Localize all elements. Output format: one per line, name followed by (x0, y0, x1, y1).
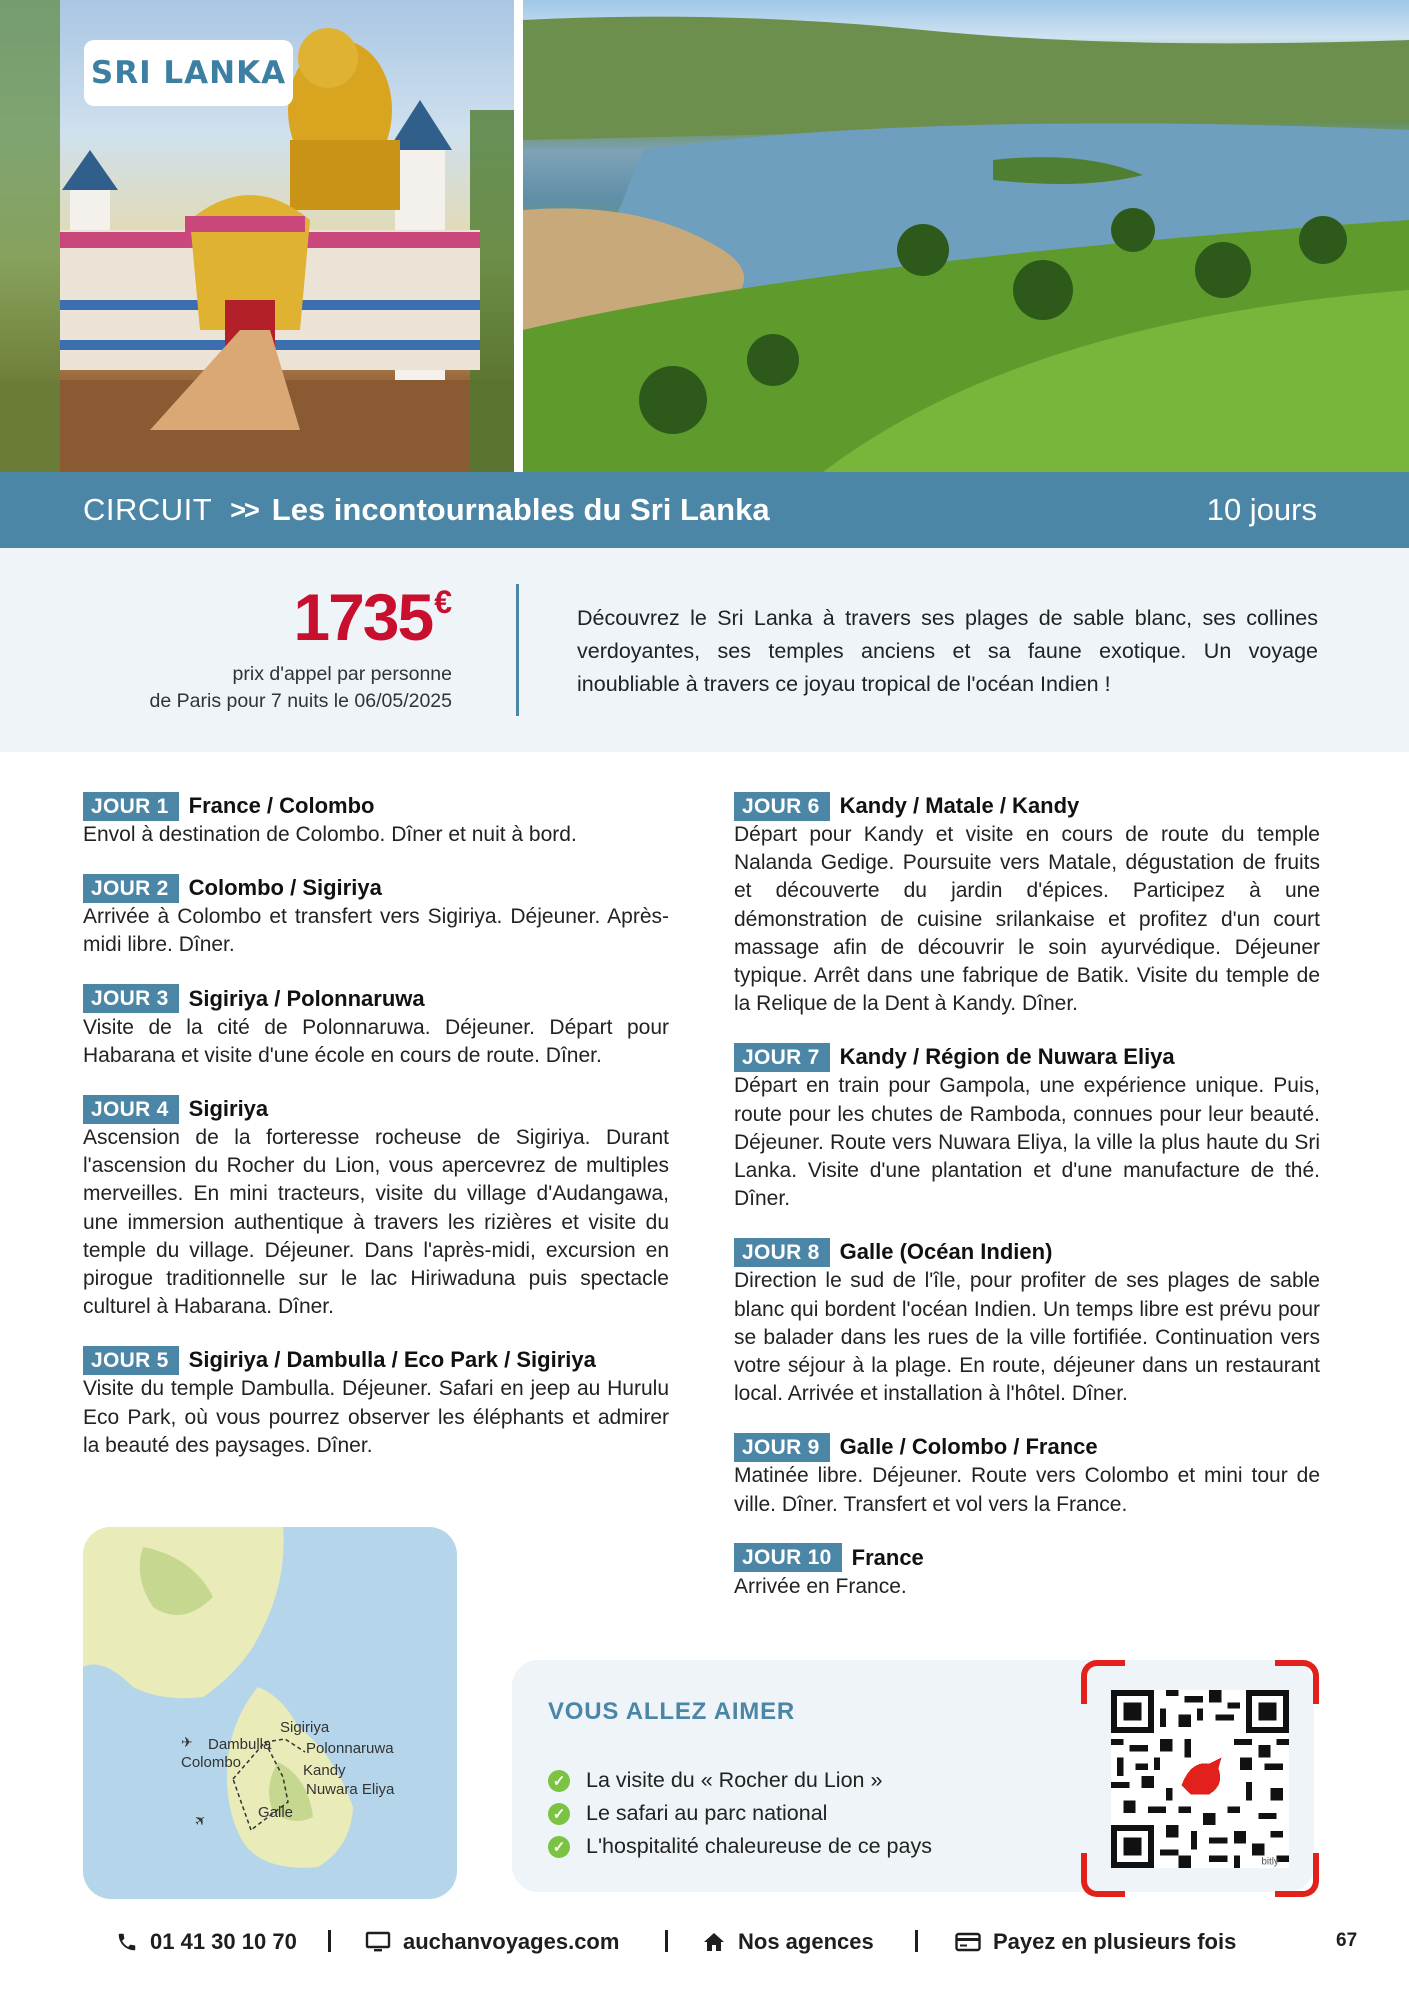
highlight-text: La visite du « Rocher du Lion » (586, 1768, 883, 1792)
map-label-nuwara-eliya: Nuwara Eliya (306, 1781, 395, 1798)
day-block (734, 1237, 1320, 1408)
list-item (548, 1764, 932, 1797)
footer (0, 1922, 1409, 1962)
day-text: Visite de la cité de Polonnaruwa. Déjeuner. Départ pour Habarana et visite d'une école en cours de route. Dîner. (83, 1015, 669, 1067)
double-chevron-icon: >> (230, 494, 258, 525)
day-badge: JOUR 6 (734, 792, 830, 821)
day-block (83, 984, 669, 1070)
golden-temple-photo (0, 0, 514, 472)
itinerary-right-column (734, 791, 1320, 1625)
price (293, 580, 452, 654)
day-text: Ascension de la forteresse rocheuse de Sigiriya. Durant l'ascension du Rocher du Lion, vous apercevrez de multiples merveilles. En mini tracteurs, visite du village d'Audangawa, une immersion authentique à travers les rizières et visite du temple du village. Déjeuner. Dans l'après-midi, excursion en pirogue traditionnelle sur le lac Hiriwaduna puis spectacle culturel à Habarana. Dîner. (83, 1126, 669, 1319)
day-badge: JOUR 9 (734, 1433, 830, 1462)
day-block (83, 1345, 669, 1460)
highlight-text: Le safari au parc national (586, 1801, 828, 1825)
day-block (734, 1543, 1320, 1601)
highlights-list (548, 1764, 932, 1863)
website-link: auchanvoyages.com (403, 1929, 620, 1954)
map-label-dambulla: Dambulla (208, 1736, 272, 1753)
day-badge: JOUR 10 (734, 1543, 842, 1572)
day-title: Kandy / Matale / Kandy (839, 793, 1080, 818)
price-note-line1: prix d'appel par personne (232, 663, 452, 685)
day-badge: JOUR 7 (734, 1043, 830, 1072)
sri-lanka-map (83, 1527, 457, 1899)
day-block (734, 1432, 1320, 1518)
highlight-text: L'hospitalité chaleureuse de ce pays (586, 1834, 932, 1858)
day-text: Envol à destination de Colombo. Dîner et nuit à bord. (83, 823, 577, 846)
country-tag: SRI LANKA (84, 40, 293, 106)
day-badge: JOUR 3 (83, 984, 179, 1013)
landscape-illustration (523, 0, 1409, 472)
day-title: Sigiriya / Dambulla / Eco Park / Sigiriya (188, 1347, 596, 1373)
day-title: Colombo / Sigiriya (188, 875, 382, 901)
footer-payment[interactable] (955, 1928, 1236, 1956)
highlights-title: VOUS ALLEZ AIMER (548, 1698, 796, 1725)
map-label-galle: Galle (258, 1804, 294, 1821)
day-text: Départ pour Kandy et visite en cours de route du temple Nalanda Gedige. Poursuite vers Matale, dégustation de fruits et découverte du jardin d'épices. Participez à une démonstration de cuisine srilankaise et profitez d'un court massage afin de découvrir le soin ayurvédique. Déjeuner typique. Arrêt dans une fabrique de Batik. Visite du temple de la Relique de la Dent à Kandy. Dîner. (734, 823, 1320, 1016)
day-title: Galle (Océan Indien) (839, 1239, 1053, 1265)
page-number: 67 (1336, 1930, 1358, 1951)
price-note-line2: de Paris pour 7 nuits le 06/05/2025 (149, 690, 452, 712)
map-label-sigiriya: Sigiriya (280, 1719, 330, 1736)
day-title: Sigiriya (188, 1096, 269, 1122)
day-block (83, 791, 669, 849)
check-icon: ✓ (548, 1770, 570, 1792)
hero-images (0, 0, 1409, 472)
day-title: Sigiriya / Polonnaruwa (188, 985, 425, 1011)
day-badge: JOUR 8 (734, 1238, 830, 1267)
day-title: France / Colombo (188, 793, 375, 818)
day-title: Kandy / Région de Nuwara Eliya (839, 1044, 1175, 1070)
payment-link: Payez en plusieurs fois (993, 1929, 1237, 1954)
map-label-kandy: Kandy (303, 1762, 346, 1779)
day-badge: JOUR 5 (83, 1346, 179, 1375)
price-amount: 1735 (293, 580, 433, 654)
footer-divider (665, 1930, 668, 1952)
day-text: Arrivée en France. (734, 1574, 907, 1598)
footer-website[interactable] (365, 1928, 619, 1956)
credit-card-icon (955, 1932, 981, 1952)
map-label-polonnaruwa: Polonnaruwa (306, 1740, 394, 1757)
day-text: Départ en train pour Gampola, une expérience unique. Puis, route pour les chutes de Ramboda, connues pour leur beauté. Déjeuner. Route vers Nuwara Eliya, la ville la plus haute du Sri Lanka. Visite d'une plantation et d'une manufacture de thé. Dîner. (734, 1074, 1320, 1211)
footer-agencies[interactable] (702, 1928, 874, 1956)
trip-duration: 10 jours (1206, 492, 1317, 527)
tea-plantation-lake-photo (523, 0, 1409, 472)
footer-divider (328, 1930, 331, 1952)
day-badge: JOUR 1 (83, 792, 179, 821)
route-map (83, 1527, 457, 1899)
phone-icon (116, 1931, 138, 1953)
check-icon: ✓ (548, 1803, 570, 1825)
day-block (83, 873, 669, 959)
price-band (0, 548, 1409, 752)
day-text: Arrivée à Colombo et transfert vers Sigiriya. Déjeuner. Après-midi libre. Dîner. (83, 905, 669, 957)
day-block (734, 791, 1320, 1018)
svg-text:✈: ✈ (181, 1734, 193, 1750)
price-note (150, 661, 452, 715)
qr-caption: bitly (1261, 1856, 1279, 1868)
itinerary-left-column (83, 791, 669, 1484)
list-item (548, 1797, 932, 1830)
day-block (83, 1094, 669, 1321)
day-block (734, 1042, 1320, 1213)
home-icon (702, 1931, 726, 1953)
day-title: France (851, 1544, 924, 1570)
check-icon: ✓ (548, 1836, 570, 1858)
trip-title: Les incontournables du Sri Lanka (271, 492, 770, 527)
day-text: Visite du temple Dambulla. Déjeuner. Safari en jeep au Hurulu Eco Park, où vous pourrez observer les éléphants et admirer la beauté des paysages. Dîner. (83, 1377, 669, 1457)
svg-text:✈: ✈ (190, 1810, 210, 1831)
footer-phone[interactable] (116, 1928, 297, 1956)
circuit-title-band (0, 472, 1409, 548)
phone-number: 01 41 30 10 70 (150, 1929, 297, 1954)
day-badge: JOUR 2 (83, 874, 179, 903)
qr-code-pattern (1111, 1690, 1289, 1868)
list-item (548, 1830, 932, 1863)
qr-code[interactable] (1081, 1660, 1319, 1897)
price-divider (516, 584, 519, 716)
day-text: Direction le sud de l'île, pour profiter de ses plages de sable blanc qui bordent l'océan Indien. Un temps libre est prévu pour se balader dans les rues de la ville fortifiée. Continuation vers votre séjour à la plage. En route, déjeuner dans un restaurant local. Arrivée et installation à l'hôtel. Dîner. (734, 1269, 1320, 1406)
agencies-link: Nos agences (738, 1929, 874, 1954)
computer-icon (365, 1931, 391, 1953)
map-label-colombo: Colombo (181, 1754, 242, 1771)
circuit-label: CIRCUIT (83, 492, 213, 527)
day-badge: JOUR 4 (83, 1095, 179, 1124)
day-text: Matinée libre. Déjeuner. Route vers Colombo et mini tour de ville. Dîner. Transfert et vol vers la France. (734, 1464, 1320, 1516)
intro-text: Découvrez le Sri Lanka à travers ses plages de sable blanc, ses collines verdoyantes, ses temples anciens et sa faune exotique. Un voyage inoubliable à travers ce joyau tropical de l'océan Indien ! (577, 606, 1318, 696)
footer-divider (915, 1930, 918, 1952)
day-title: Galle / Colombo / France (839, 1434, 1098, 1460)
price-currency: € (434, 584, 452, 620)
